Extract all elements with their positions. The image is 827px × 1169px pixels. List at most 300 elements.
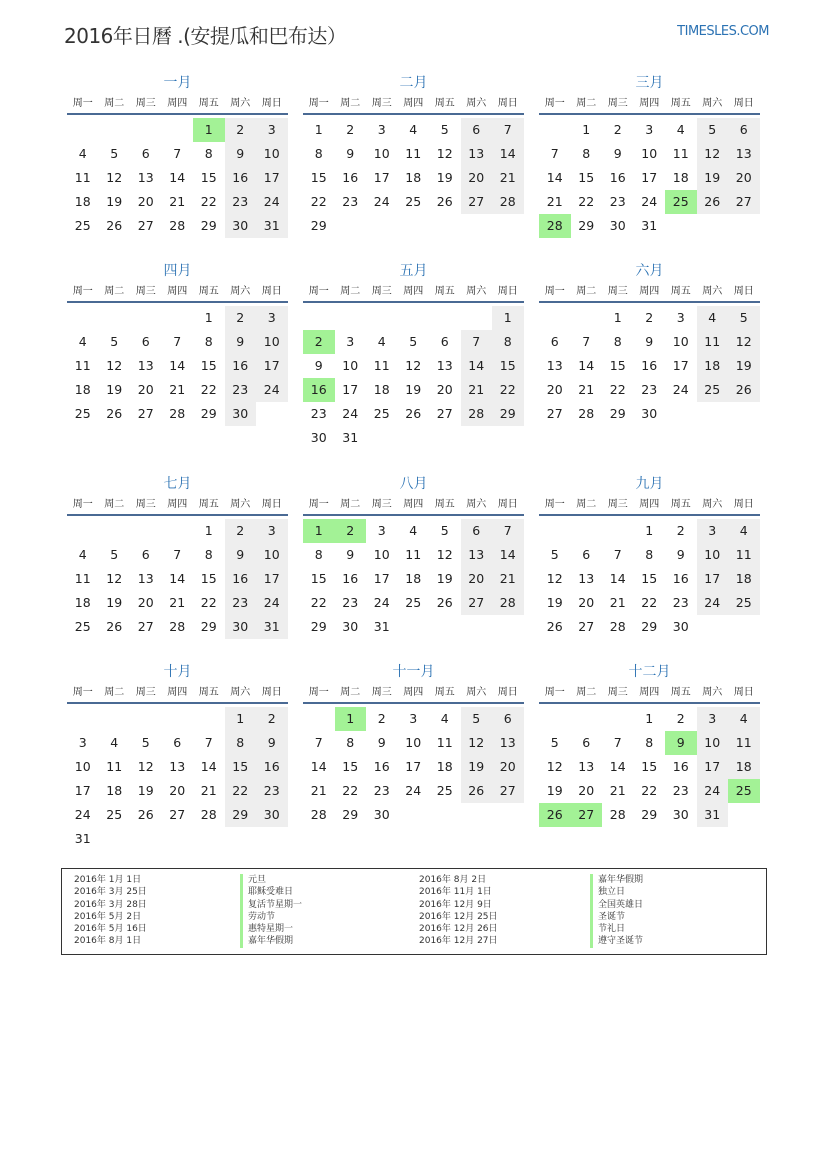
day-cell: 9 xyxy=(346,547,355,562)
day-cell: 27 xyxy=(137,406,154,421)
weekday-label: 周二 xyxy=(104,98,125,109)
day-cell: 19 xyxy=(546,783,563,798)
day-cell: 19 xyxy=(405,382,422,397)
weekday-label: 周日 xyxy=(733,687,754,698)
legend-dates-right xyxy=(419,874,498,948)
day-cell: 30 xyxy=(342,619,359,634)
day-cell: 5 xyxy=(440,122,449,137)
empty-cell xyxy=(162,306,194,330)
day-cell: 19 xyxy=(461,755,493,779)
weekday-label: 周一 xyxy=(308,687,329,698)
day-cell: 13 xyxy=(492,731,524,755)
weekday-label: 周三 xyxy=(371,499,392,510)
weekday-header xyxy=(303,684,524,704)
weekday-header xyxy=(539,684,760,704)
day-cell: 9 xyxy=(346,146,355,161)
day-cell: 16 xyxy=(672,571,689,586)
day-cell: 18 xyxy=(672,170,689,185)
day-cell: 15 xyxy=(310,571,327,586)
day-cell: 4 xyxy=(676,122,685,137)
day-cell: 13 xyxy=(578,759,595,774)
day-cell: 24 xyxy=(672,382,689,397)
empty-cell xyxy=(130,118,162,142)
day-cell: 22 xyxy=(578,194,595,209)
weekday-label: 周三 xyxy=(135,499,156,510)
legend-date: 2016年 12月 27日 xyxy=(419,936,498,947)
day-cell: 29 xyxy=(310,218,327,233)
day-cell: 5 xyxy=(728,306,760,330)
holiday-cell: 25 xyxy=(728,779,760,803)
legend-holiday-name: 耶稣受难日 xyxy=(240,886,302,898)
day-cell: 22 xyxy=(200,194,217,209)
day-cell: 21 xyxy=(169,595,186,610)
weekday-label: 周四 xyxy=(403,687,424,698)
day-cell: 26 xyxy=(106,619,123,634)
weekday-label: 周五 xyxy=(198,98,219,109)
weekday-label: 周四 xyxy=(639,286,660,297)
day-cell: 3 xyxy=(645,122,654,137)
day-cell: 29 xyxy=(578,218,595,233)
month-name: 一月 xyxy=(163,75,192,91)
month-name: 十一月 xyxy=(392,664,435,680)
day-cell: 31 xyxy=(74,831,91,846)
weekday-label: 周六 xyxy=(230,499,251,510)
day-cell: 12 xyxy=(436,547,453,562)
day-cell: 14 xyxy=(609,571,626,586)
day-cell: 12 xyxy=(546,571,563,586)
day-cell: 21 xyxy=(609,595,626,610)
day-cell: 24 xyxy=(373,595,390,610)
weekday-label: 周六 xyxy=(702,499,723,510)
legend-holiday-name: 复活节星期一 xyxy=(240,899,302,911)
weekday-label: 周六 xyxy=(230,687,251,698)
weekday-label: 周六 xyxy=(466,286,487,297)
day-cell: 11 xyxy=(74,170,91,185)
weekday-label: 周六 xyxy=(466,499,487,510)
day-cell: 9 xyxy=(256,731,288,755)
day-cell: 22 xyxy=(310,194,327,209)
day-cell: 27 xyxy=(137,218,154,233)
day-cell: 11 xyxy=(106,759,123,774)
day-cell: 7 xyxy=(173,334,182,349)
legend-holiday-name: 元旦 xyxy=(240,874,302,886)
day-cell: 23 xyxy=(342,595,359,610)
day-cell: 18 xyxy=(405,170,422,185)
day-cell: 16 xyxy=(342,571,359,586)
day-cell: 9 xyxy=(225,330,257,354)
day-cell: 23 xyxy=(373,783,390,798)
days-grid xyxy=(67,519,288,639)
weekday-label: 周日 xyxy=(497,687,518,698)
day-cell: 8 xyxy=(225,731,257,755)
day-cell: 5 xyxy=(141,735,150,750)
day-cell: 1 xyxy=(314,122,323,137)
day-cell: 12 xyxy=(405,358,422,373)
day-cell: 20 xyxy=(578,595,595,610)
empty-cell xyxy=(303,707,335,731)
day-cell: 18 xyxy=(728,567,760,591)
day-cell: 11 xyxy=(436,735,453,750)
day-cell: 4 xyxy=(110,735,119,750)
weekday-label: 周日 xyxy=(733,98,754,109)
day-cell: 24 xyxy=(405,783,422,798)
day-cell: 23 xyxy=(641,382,658,397)
day-cell: 29 xyxy=(342,807,359,822)
day-cell: 7 xyxy=(550,146,559,161)
day-cell: 12 xyxy=(546,759,563,774)
day-cell: 2 xyxy=(377,711,386,726)
day-cell: 7 xyxy=(613,547,622,562)
day-cell: 2 xyxy=(225,519,257,543)
day-cell: 9 xyxy=(225,543,257,567)
weekday-label: 周一 xyxy=(308,499,329,510)
empty-cell xyxy=(539,707,571,731)
weekday-label: 周三 xyxy=(371,687,392,698)
day-cell: 13 xyxy=(137,170,154,185)
day-cell: 16 xyxy=(609,170,626,185)
empty-cell xyxy=(571,519,603,543)
empty-cell xyxy=(539,306,571,330)
weekday-label: 周日 xyxy=(497,286,518,297)
day-cell: 18 xyxy=(436,759,453,774)
day-cell: 15 xyxy=(342,759,359,774)
day-cell: 12 xyxy=(106,358,123,373)
day-cell: 16 xyxy=(225,567,257,591)
day-cell: 1 xyxy=(204,523,213,538)
day-cell: 11 xyxy=(74,571,91,586)
day-cell: 2 xyxy=(645,310,654,325)
day-cell: 17 xyxy=(74,783,91,798)
weekday-label: 周三 xyxy=(607,687,628,698)
day-cell: 30 xyxy=(672,807,689,822)
day-cell: 16 xyxy=(641,358,658,373)
day-cell: 15 xyxy=(641,759,658,774)
empty-cell xyxy=(162,707,194,731)
day-cell: 26 xyxy=(436,595,453,610)
day-cell: 20 xyxy=(492,755,524,779)
day-cell: 3 xyxy=(676,310,685,325)
day-cell: 2 xyxy=(613,122,622,137)
day-cell: 17 xyxy=(405,759,422,774)
day-cell: 3 xyxy=(78,735,87,750)
day-cell: 26 xyxy=(546,619,563,634)
day-cell: 10 xyxy=(373,146,390,161)
day-cell: 28 xyxy=(169,218,186,233)
day-cell: 26 xyxy=(106,218,123,233)
day-cell: 7 xyxy=(314,735,323,750)
weekday-label: 周二 xyxy=(104,286,125,297)
day-cell: 11 xyxy=(405,547,422,562)
day-cell: 25 xyxy=(405,194,422,209)
day-cell: 5 xyxy=(461,707,493,731)
day-cell: 14 xyxy=(461,354,493,378)
weekday-label: 周四 xyxy=(167,687,188,698)
day-cell: 20 xyxy=(137,595,154,610)
weekday-label: 周五 xyxy=(670,98,691,109)
day-cell: 22 xyxy=(200,382,217,397)
day-cell: 27 xyxy=(461,591,493,615)
day-cell: 29 xyxy=(609,406,626,421)
month-block xyxy=(303,661,524,827)
day-cell: 21 xyxy=(169,194,186,209)
day-cell: 21 xyxy=(461,378,493,402)
legend-date: 2016年 8月 1日 xyxy=(74,936,142,947)
day-cell: 27 xyxy=(728,190,760,214)
weekday-label: 周二 xyxy=(576,499,597,510)
weekday-header xyxy=(303,496,524,516)
day-cell: 4 xyxy=(78,334,87,349)
day-cell: 4 xyxy=(440,711,449,726)
day-cell: 12 xyxy=(461,731,493,755)
day-cell: 29 xyxy=(200,218,217,233)
day-cell: 11 xyxy=(697,330,729,354)
day-cell: 18 xyxy=(106,783,123,798)
day-cell: 6 xyxy=(728,118,760,142)
day-cell: 27 xyxy=(546,406,563,421)
day-cell: 27 xyxy=(169,807,186,822)
day-cell: 31 xyxy=(641,218,658,233)
day-cell: 4 xyxy=(78,547,87,562)
day-cell: 18 xyxy=(74,382,91,397)
weekday-label: 周四 xyxy=(167,98,188,109)
legend-date: 2016年 3月 25日 xyxy=(74,887,147,898)
day-cell: 24 xyxy=(697,591,729,615)
day-cell: 6 xyxy=(440,334,449,349)
day-cell: 4 xyxy=(728,707,760,731)
day-cell: 21 xyxy=(169,382,186,397)
empty-cell xyxy=(193,707,225,731)
month-block xyxy=(539,473,760,639)
weekday-label: 周三 xyxy=(135,286,156,297)
day-cell: 19 xyxy=(436,571,453,586)
empty-cell xyxy=(539,118,571,142)
weekday-label: 周六 xyxy=(702,286,723,297)
month-block xyxy=(303,72,524,238)
day-cell: 29 xyxy=(200,619,217,634)
day-cell: 31 xyxy=(373,619,390,634)
weekday-label: 周四 xyxy=(403,98,424,109)
day-cell: 17 xyxy=(256,567,288,591)
day-cell: 25 xyxy=(405,595,422,610)
day-cell: 30 xyxy=(373,807,390,822)
day-cell: 6 xyxy=(492,707,524,731)
day-cell: 5 xyxy=(110,146,119,161)
day-cell: 31 xyxy=(342,430,359,445)
day-cell: 23 xyxy=(310,406,327,421)
weekday-label: 周一 xyxy=(72,687,93,698)
day-cell: 15 xyxy=(200,571,217,586)
day-cell: 17 xyxy=(342,382,359,397)
legend-names-right xyxy=(590,874,643,948)
weekday-header xyxy=(303,95,524,115)
days-grid xyxy=(539,118,760,238)
weekday-header xyxy=(303,283,524,303)
weekday-label: 周四 xyxy=(167,286,188,297)
day-cell: 10 xyxy=(256,543,288,567)
day-cell: 21 xyxy=(546,194,563,209)
day-cell: 4 xyxy=(728,519,760,543)
weekday-label: 周四 xyxy=(639,687,660,698)
day-cell: 28 xyxy=(578,406,595,421)
day-cell: 26 xyxy=(697,190,729,214)
legend-date: 2016年 5月 2日 xyxy=(74,911,142,922)
legend-date: 2016年 12月 26日 xyxy=(419,924,498,935)
day-cell: 6 xyxy=(141,146,150,161)
weekday-label: 周二 xyxy=(340,286,361,297)
weekday-label: 周六 xyxy=(230,98,251,109)
day-cell: 21 xyxy=(310,783,327,798)
empty-cell xyxy=(130,306,162,330)
weekday-label: 周五 xyxy=(198,499,219,510)
weekday-label: 周三 xyxy=(371,286,392,297)
days-grid xyxy=(303,118,524,238)
holiday-cell: 2 xyxy=(303,330,335,354)
day-cell: 1 xyxy=(645,711,654,726)
month-block xyxy=(539,260,760,426)
weekday-header xyxy=(539,496,760,516)
day-cell: 29 xyxy=(641,619,658,634)
weekday-label: 周六 xyxy=(466,98,487,109)
day-cell: 8 xyxy=(314,146,323,161)
month-block xyxy=(303,260,524,450)
day-cell: 30 xyxy=(641,406,658,421)
day-cell: 12 xyxy=(137,759,154,774)
day-cell: 3 xyxy=(409,711,418,726)
day-cell: 31 xyxy=(256,214,288,238)
day-cell: 4 xyxy=(697,306,729,330)
day-cell: 18 xyxy=(74,194,91,209)
holiday-legend xyxy=(61,868,767,955)
empty-cell xyxy=(429,306,461,330)
empty-cell xyxy=(602,519,634,543)
empty-cell xyxy=(162,519,194,543)
day-cell: 5 xyxy=(550,735,559,750)
day-cell: 26 xyxy=(137,807,154,822)
day-cell: 9 xyxy=(613,146,622,161)
day-cell: 24 xyxy=(342,406,359,421)
weekday-label: 周一 xyxy=(308,286,329,297)
day-cell: 25 xyxy=(373,406,390,421)
day-cell: 11 xyxy=(728,731,760,755)
day-cell: 7 xyxy=(492,118,524,142)
day-cell: 10 xyxy=(697,731,729,755)
weekday-label: 周四 xyxy=(639,98,660,109)
day-cell: 7 xyxy=(173,547,182,562)
day-cell: 28 xyxy=(492,591,524,615)
month-name: 四月 xyxy=(163,263,192,279)
day-cell: 26 xyxy=(436,194,453,209)
day-cell: 2 xyxy=(225,306,257,330)
day-cell: 15 xyxy=(310,170,327,185)
day-cell: 14 xyxy=(578,358,595,373)
empty-cell xyxy=(539,519,571,543)
day-cell: 10 xyxy=(373,547,390,562)
day-cell: 6 xyxy=(582,547,591,562)
weekday-label: 周三 xyxy=(135,98,156,109)
day-cell: 20 xyxy=(169,783,186,798)
day-cell: 28 xyxy=(200,807,217,822)
day-cell: 16 xyxy=(225,166,257,190)
day-cell: 14 xyxy=(492,543,524,567)
day-cell: 7 xyxy=(204,735,213,750)
day-cell: 30 xyxy=(225,615,257,639)
day-cell: 27 xyxy=(137,619,154,634)
day-cell: 22 xyxy=(342,783,359,798)
day-cell: 18 xyxy=(728,755,760,779)
legend-holiday-name: 全国英雄日 xyxy=(590,899,643,911)
weekday-label: 周五 xyxy=(434,98,455,109)
holiday-cell: 25 xyxy=(665,190,697,214)
day-cell: 29 xyxy=(641,807,658,822)
weekday-label: 周五 xyxy=(670,286,691,297)
day-cell: 7 xyxy=(582,334,591,349)
day-cell: 16 xyxy=(256,755,288,779)
day-cell: 30 xyxy=(256,803,288,827)
day-cell: 25 xyxy=(697,378,729,402)
month-name: 三月 xyxy=(635,75,664,91)
holiday-cell: 1 xyxy=(335,707,367,731)
day-cell: 8 xyxy=(582,146,591,161)
day-cell: 25 xyxy=(436,783,453,798)
day-cell: 23 xyxy=(609,194,626,209)
day-cell: 25 xyxy=(74,619,91,634)
empty-cell xyxy=(130,519,162,543)
day-cell: 22 xyxy=(200,595,217,610)
day-cell: 8 xyxy=(204,146,213,161)
day-cell: 19 xyxy=(697,166,729,190)
day-cell: 9 xyxy=(676,547,685,562)
day-cell: 8 xyxy=(204,547,213,562)
weekday-label: 周日 xyxy=(497,499,518,510)
day-cell: 20 xyxy=(137,194,154,209)
day-cell: 12 xyxy=(728,330,760,354)
empty-cell xyxy=(130,707,162,731)
day-cell: 10 xyxy=(256,142,288,166)
day-cell: 2 xyxy=(676,711,685,726)
day-cell: 17 xyxy=(672,358,689,373)
legend-holiday-name: 惠特星期一 xyxy=(240,923,302,935)
site-link[interactable]: TIMESLES.COM xyxy=(677,24,769,39)
day-cell: 1 xyxy=(492,306,524,330)
day-cell: 13 xyxy=(461,142,493,166)
day-cell: 30 xyxy=(672,619,689,634)
day-cell: 1 xyxy=(225,707,257,731)
day-cell: 30 xyxy=(609,218,626,233)
day-cell: 15 xyxy=(641,571,658,586)
day-cell: 21 xyxy=(200,783,217,798)
day-cell: 31 xyxy=(256,615,288,639)
day-cell: 30 xyxy=(310,430,327,445)
day-cell: 18 xyxy=(373,382,390,397)
weekday-label: 周一 xyxy=(544,98,565,109)
day-cell: 28 xyxy=(169,406,186,421)
weekday-label: 周二 xyxy=(576,286,597,297)
day-cell: 24 xyxy=(256,190,288,214)
weekday-label: 周五 xyxy=(434,286,455,297)
weekday-header xyxy=(67,496,288,516)
day-cell: 26 xyxy=(461,779,493,803)
day-cell: 3 xyxy=(697,519,729,543)
day-cell: 2 xyxy=(676,523,685,538)
day-cell: 10 xyxy=(405,735,422,750)
day-cell: 22 xyxy=(641,783,658,798)
day-cell: 3 xyxy=(256,306,288,330)
weekday-label: 周一 xyxy=(544,499,565,510)
empty-cell xyxy=(162,118,194,142)
day-cell: 29 xyxy=(200,406,217,421)
month-block xyxy=(67,72,288,238)
empty-cell xyxy=(67,118,99,142)
